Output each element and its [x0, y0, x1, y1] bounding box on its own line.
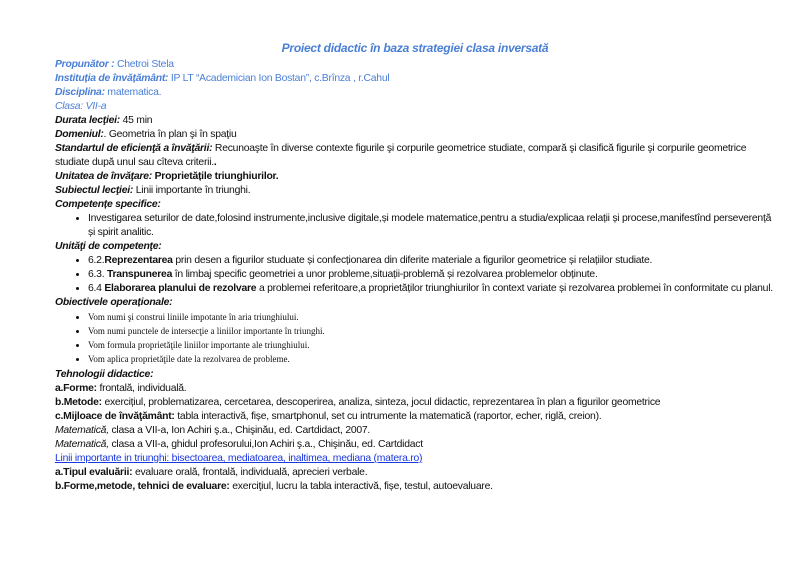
standartul-tail: . — [213, 157, 217, 168]
institutia-value: IP LT “Academician Ion Bostan”, c.Brînza , r.Cahul — [168, 73, 390, 84]
reference-text: clasa a VII-a, Ion Achiri ş.a., Chişinău, ed. Cartdidact, 2007. — [108, 425, 371, 436]
forme-line — [55, 382, 775, 396]
item-bold: Reprezentarea — [104, 255, 173, 266]
subiectul-value: Linii importante în triunghi. — [133, 185, 251, 196]
metode-label: b.Metode: — [55, 397, 102, 408]
unitati-list — [55, 254, 775, 296]
domeniul-label: Domeniul: — [55, 129, 104, 140]
unitatea-line — [55, 170, 775, 184]
durata-label: Durata lecţiei: — [55, 115, 120, 126]
item-text: prin desen a figurilor studuate și confecționarea din diferite materiale a figurilor geometrice și relațiilor studiate. — [172, 255, 653, 266]
standartul-value: Recunoaşte în diverse contexte figurile şi corpurile geometrice studiate, compară şi clasifică figurile şi corpurile geometrice studiate după unul sau cîteva criterii. — [55, 143, 747, 168]
list-item — [88, 254, 775, 268]
tipul-value: evaluare orală, frontală, individuală, aprecieri verbale. — [132, 467, 368, 478]
item-bold: Elaborarea planului de rezolvare — [104, 283, 257, 294]
item-text: în limbaj specific geometriei a unor probleme,situații-problemă și rezolvarea problemelor obținute. — [172, 269, 598, 280]
propunator-label: Propunător : — [55, 59, 115, 70]
list-item — [88, 282, 775, 296]
forme-evaluare-label: b.Forme,metode, tehnici de evaluare: — [55, 481, 230, 492]
tipul-evaluarii-line — [55, 466, 775, 480]
reference-2 — [55, 438, 775, 452]
clasa-label: Clasa: VII-a — [55, 101, 107, 112]
reference-link[interactable]: Linii importante in triunghi: bisectoarea, mediatoarea, inaltimea, mediana (matera.ro) — [55, 453, 423, 464]
list-item: • Investigarea seturilor de date,folosind instrumente,inclusive digitale,și modele matematice,pentru a studia/explicaa relații și procese,manifestînd perseverență și spirit analitic. — [88, 212, 775, 240]
standartul-line — [55, 142, 775, 170]
metode-line — [55, 396, 775, 410]
obiective-list — [55, 310, 775, 366]
unitatea-label: Unitatea de învăţare: — [55, 171, 152, 182]
disciplina-value: matematica. — [104, 87, 162, 98]
item-text: a problemei referitoare,a proprietăților triunghiurilor în context variate și rezolvarea problemei în conformitate cu planul. — [256, 283, 773, 294]
item-bold: Transpunerea — [106, 269, 173, 280]
domeniul-value: . Geometria în plan şi în spaţiu — [103, 129, 237, 140]
forme-value: frontală, individuală. — [96, 383, 187, 394]
tehnologii-heading: Tehnologii didactice: — [55, 369, 154, 380]
propunator-line — [55, 58, 775, 72]
domeniul-line — [55, 128, 775, 142]
institutia-label: Instituția de învățământ: — [55, 73, 169, 84]
unitati-heading: Unităţi de competenţe: — [55, 241, 162, 252]
list-item — [88, 268, 775, 282]
subiectul-label: Subiectul lecţiei: — [55, 185, 134, 196]
standartul-label: Standartul de eficienţă a învăţării: — [55, 143, 213, 154]
item-number: 6.2. — [88, 255, 105, 266]
list-item: • Vom numi şi construi liniile impotante în aria triunghiului. — [88, 310, 775, 324]
competente-heading: Competențe specifice: — [55, 199, 161, 210]
disciplina-label: Disciplina: — [55, 87, 105, 98]
clasa-line — [55, 100, 775, 114]
durata-line — [55, 114, 775, 128]
reference-text: clasa a VII-a, ghidul profesorului,Ion Achiri ş.a., Chişinău, ed. Cartdidact — [108, 439, 423, 450]
durata-value: 45 min — [119, 115, 153, 126]
forme-evaluare-value: exerciţiul, lucru la tabla interactivă, fișe, testul, autoevaluare. — [229, 481, 493, 492]
competente-list — [55, 212, 775, 240]
unitatea-value: Proprietățile triunghiurilor. — [151, 171, 279, 182]
reference-title: Matematică, — [55, 425, 109, 436]
disciplina-line — [55, 86, 775, 100]
list-item: • Vom aplica proprietăţile date la rezolvarea de probleme. — [88, 352, 775, 366]
institutia-line — [55, 72, 775, 86]
reference-1 — [55, 424, 775, 438]
subiectul-line — [55, 184, 775, 198]
list-item: • Vom formula proprietăţile liniilor importante ale triunghiului. — [88, 338, 775, 352]
item-number: 6.3. — [88, 269, 107, 280]
tipul-label: a.Tipul evaluării: — [55, 467, 133, 478]
item-number: 6.4 — [88, 283, 105, 294]
document-title: Proiect didactic în baza strategiei clasa inversată — [281, 41, 549, 55]
forme-label: a.Forme: — [55, 383, 97, 394]
document-content — [55, 40, 775, 494]
forme-evaluare-line — [55, 480, 775, 494]
reference-title: Matematică, — [55, 439, 109, 450]
mijloace-value: tabla interactivă, fișe, smartphonul, set cu intrumente la matematică (raportor, echer, riglă, creion). — [174, 411, 602, 422]
obiective-heading: Obiectivele operaționale: — [55, 297, 173, 308]
list-item: • Vom numi punctele de intersecţie a liniilor importante în triunghi. — [88, 324, 775, 338]
propunator-value: Chetroi Stela — [114, 59, 174, 70]
mijloace-line — [55, 410, 775, 424]
reference-link-line — [55, 452, 775, 466]
mijloace-label: c.Mijloace de învăţământ: — [55, 411, 175, 422]
metode-value: exercițiul, problematizarea, cercetarea, descoperirea, analiza, sinteza, jocul didactic, reprezentarea în plan a figurilor geometrice — [101, 397, 661, 408]
